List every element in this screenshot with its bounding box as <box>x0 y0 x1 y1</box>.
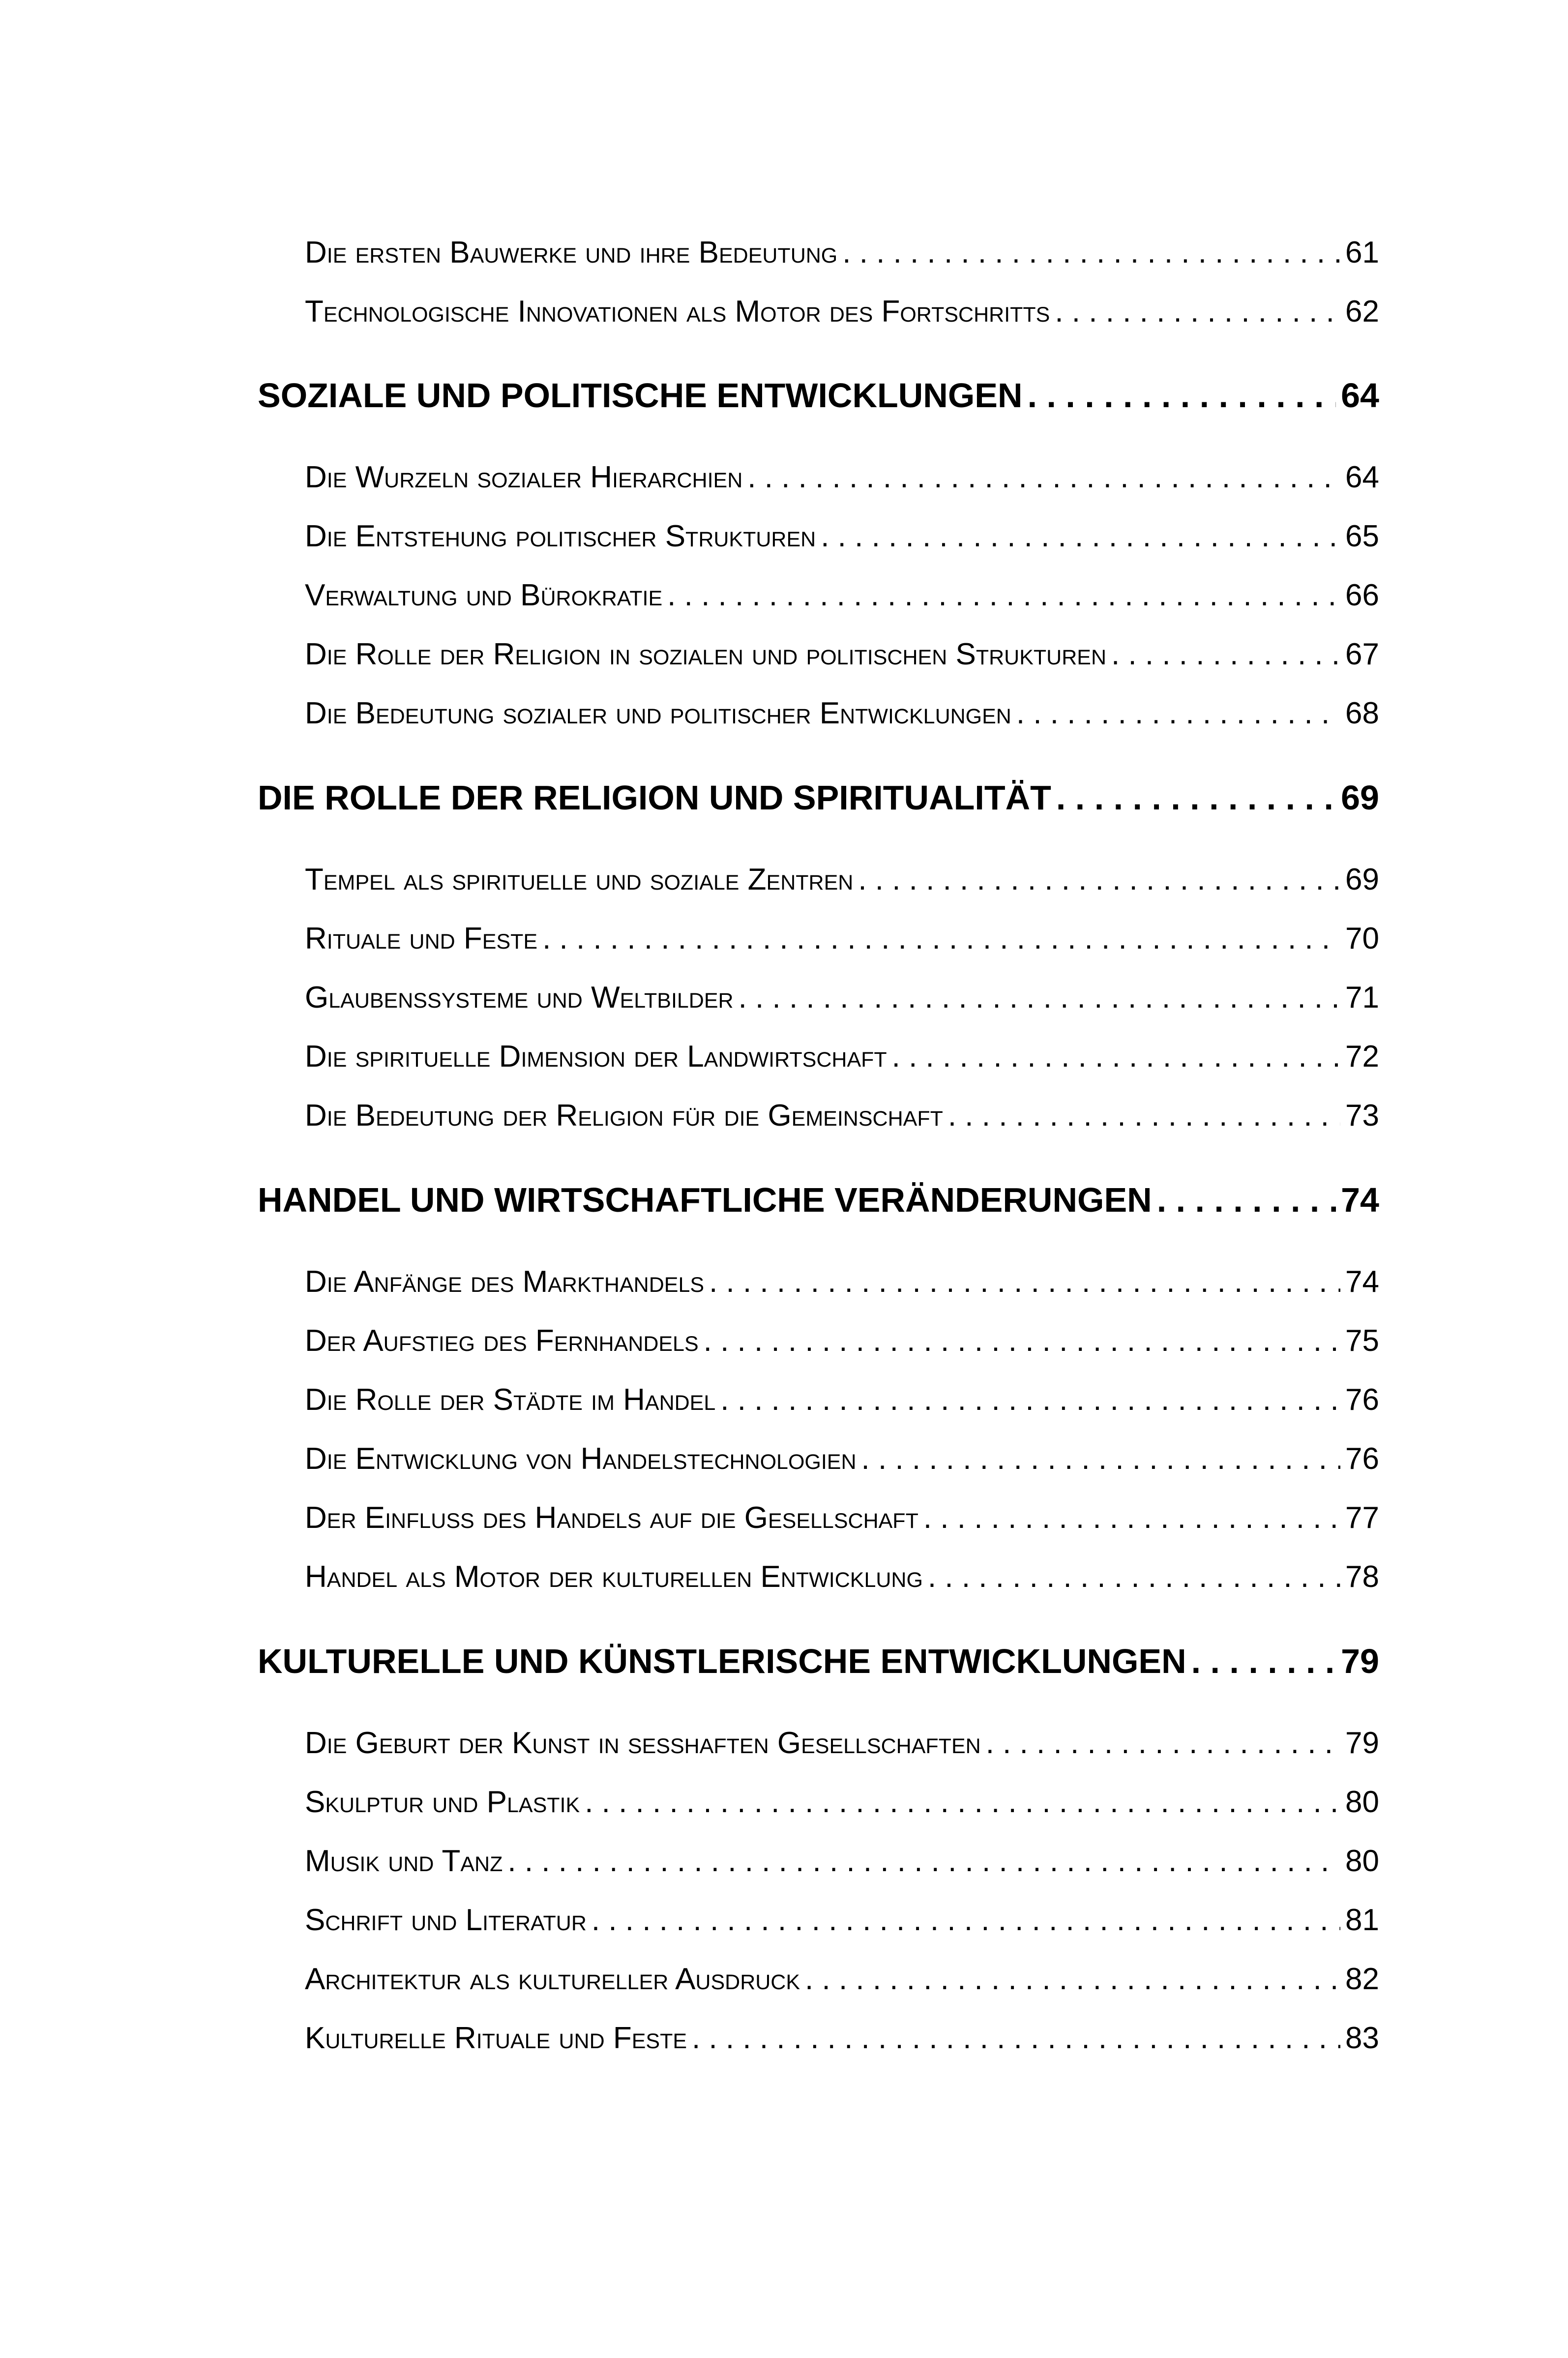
toc-entry-page: 81 <box>1345 1903 1379 1937</box>
toc-entry-title: Die Bedeutung sozialer und politischer Entwicklungen <box>305 696 1011 730</box>
dot-leader <box>739 980 1340 1015</box>
toc-entry[interactable] <box>305 696 1379 740</box>
toc-entry[interactable] <box>305 235 1379 279</box>
dot-leader <box>1191 1642 1336 1681</box>
toc-entry[interactable] <box>305 921 1379 965</box>
toc-chapter[interactable] <box>258 376 1379 425</box>
dot-leader <box>842 235 1340 270</box>
toc-entry[interactable] <box>305 1962 1379 2006</box>
toc-entry-page: 67 <box>1345 637 1379 671</box>
toc-entry-title: Der Aufstieg des Fernhandels <box>305 1324 699 1358</box>
toc-entry[interactable] <box>305 637 1379 681</box>
toc-entry-page: 83 <box>1345 2021 1379 2055</box>
toc-entry[interactable] <box>305 1903 1379 1947</box>
dot-leader <box>1056 778 1336 817</box>
dot-leader <box>507 1844 1340 1879</box>
dot-leader <box>986 1726 1340 1761</box>
dot-leader <box>892 1039 1340 1074</box>
toc-entry[interactable] <box>305 1264 1379 1309</box>
toc-entry-title: Die Entwicklung von Handelstechnologien <box>305 1442 857 1476</box>
toc-entry-page: 76 <box>1345 1383 1379 1417</box>
toc-entry[interactable] <box>305 980 1379 1024</box>
toc-entry[interactable] <box>305 1039 1379 1083</box>
dot-leader <box>592 1903 1340 1938</box>
toc-entry-page: 77 <box>1345 1501 1379 1535</box>
toc-entry[interactable] <box>305 1726 1379 1770</box>
toc-entry-page: 78 <box>1345 1560 1379 1594</box>
dot-leader <box>1028 376 1336 415</box>
toc-chapter-page: 74 <box>1341 1181 1379 1219</box>
toc-entry-title: Die Geburt der Kunst in sesshaften Gesellschaften <box>305 1726 981 1760</box>
dot-leader <box>861 1441 1340 1476</box>
toc-entry-page: 64 <box>1345 460 1379 494</box>
toc-entry-title: Musik und Tanz <box>305 1844 503 1878</box>
toc-entry-page: 79 <box>1345 1726 1379 1760</box>
toc-entry-page: 80 <box>1345 1844 1379 1878</box>
toc-entry-title: Verwaltung und Bürokratie <box>305 578 663 612</box>
toc-entry[interactable] <box>305 1785 1379 1829</box>
toc-entry[interactable] <box>305 1382 1379 1427</box>
toc-entry-title: Architektur als kultureller Ausdruck <box>305 1962 800 1996</box>
toc-chapter-page: 69 <box>1341 778 1379 817</box>
toc-entry-title: Handel als Motor der kulturellen Entwicklung <box>305 1560 923 1594</box>
toc-entry-title: Die Wurzeln sozialer Hierarchien <box>305 460 743 494</box>
toc-entry-page: 80 <box>1345 1785 1379 1819</box>
toc-entry-title: Die Bedeutung der Religion für die Gemeinschaft <box>305 1099 943 1133</box>
toc-entry[interactable] <box>305 1441 1379 1486</box>
dot-leader <box>1111 637 1340 672</box>
dot-leader <box>923 1500 1340 1535</box>
dot-leader <box>720 1382 1340 1417</box>
toc-chapter-page: 79 <box>1341 1642 1379 1680</box>
toc-entry[interactable] <box>305 2021 1379 2065</box>
toc-entry-page: 72 <box>1345 1040 1379 1074</box>
toc-entry-title: Schrift und Literatur <box>305 1903 587 1937</box>
toc-entry[interactable] <box>305 1559 1379 1604</box>
toc-entry-title: Skulptur und Plastik <box>305 1785 580 1819</box>
toc-entry-title: Die Entstehung politischer Strukturen <box>305 519 816 553</box>
toc-chapter-title: KULTURELLE UND KÜNSTLERISCHE ENTWICKLUNGEN <box>258 1642 1186 1680</box>
dot-leader <box>747 460 1340 495</box>
toc-entry-title: Die ersten Bauwerke und ihre Bedeutung <box>305 236 838 269</box>
toc-entry[interactable] <box>305 1500 1379 1545</box>
dot-leader <box>948 1098 1340 1133</box>
dot-leader <box>928 1559 1340 1594</box>
toc-entry-page: 82 <box>1345 1962 1379 1996</box>
toc-entry-page: 65 <box>1345 519 1379 553</box>
toc-entry[interactable] <box>305 578 1379 622</box>
toc-entry-title: Technologische Innovationen als Motor des Fortschritts <box>305 295 1050 328</box>
dot-leader <box>709 1264 1340 1299</box>
toc-entry-title: Die Rolle der Religion in sozialen und politischen Strukturen <box>305 637 1106 671</box>
toc-entry-page: 71 <box>1345 981 1379 1015</box>
dot-leader <box>542 921 1340 956</box>
toc-entry-title: Die Rolle der Städte im Handel <box>305 1383 716 1417</box>
toc-chapter-title: HANDEL UND WIRTSCHAFTLICHE VERÄNDERUNGEN <box>258 1181 1152 1219</box>
toc-entry-page: 68 <box>1345 696 1379 730</box>
toc-entry-title: Rituale und Feste <box>305 922 538 955</box>
toc-entry[interactable] <box>305 460 1379 504</box>
toc-entry-page: 76 <box>1345 1442 1379 1476</box>
toc-entry-page: 75 <box>1345 1324 1379 1358</box>
toc-entry-page: 69 <box>1345 863 1379 896</box>
toc-entry[interactable] <box>305 1844 1379 1888</box>
toc-chapter[interactable] <box>258 778 1379 827</box>
dot-leader <box>1016 696 1340 731</box>
toc-chapter-page: 64 <box>1341 376 1379 415</box>
toc-chapter-title: SOZIALE UND POLITISCHE ENTWICKLUNGEN <box>258 376 1023 415</box>
toc-entry-title: Der Einfluss des Handels auf die Gesellschaft <box>305 1501 918 1535</box>
toc-entry-page: 62 <box>1345 295 1379 328</box>
dot-leader <box>821 519 1340 554</box>
dot-leader <box>1157 1180 1336 1220</box>
toc-entry-page: 74 <box>1345 1265 1379 1299</box>
dot-leader <box>704 1323 1340 1358</box>
toc-entry-page: 61 <box>1345 236 1379 269</box>
dot-leader <box>585 1785 1340 1820</box>
dot-leader <box>1055 294 1340 329</box>
dot-leader <box>805 1962 1340 1997</box>
toc-entry[interactable] <box>305 1323 1379 1368</box>
toc-chapter-title: DIE ROLLE DER RELIGION UND SPIRITUALITÄT <box>258 778 1051 817</box>
toc-entry[interactable] <box>305 862 1379 906</box>
toc-entry-page: 66 <box>1345 578 1379 612</box>
dot-leader <box>692 2021 1340 2056</box>
toc-entry-title: Tempel als spirituelle und soziale Zentren <box>305 863 854 896</box>
dot-leader <box>858 862 1340 897</box>
toc-entry-title: Kulturelle Rituale und Feste <box>305 2021 687 2055</box>
dot-leader <box>667 578 1340 613</box>
toc-entry[interactable] <box>305 1098 1379 1142</box>
toc-entry-page: 70 <box>1345 922 1379 955</box>
toc-entry-title: Glaubenssysteme und Weltbilder <box>305 981 734 1015</box>
toc-entry-title: Die Anfänge des Markthandels <box>305 1265 705 1299</box>
toc-chapter[interactable] <box>258 1180 1379 1229</box>
toc-chapter[interactable] <box>258 1642 1379 1691</box>
toc-entry-title: Die spirituelle Dimension der Landwirtschaft <box>305 1040 887 1074</box>
toc-entry[interactable] <box>305 519 1379 563</box>
toc-entry[interactable] <box>305 294 1379 338</box>
toc-entry-page: 73 <box>1345 1099 1379 1133</box>
